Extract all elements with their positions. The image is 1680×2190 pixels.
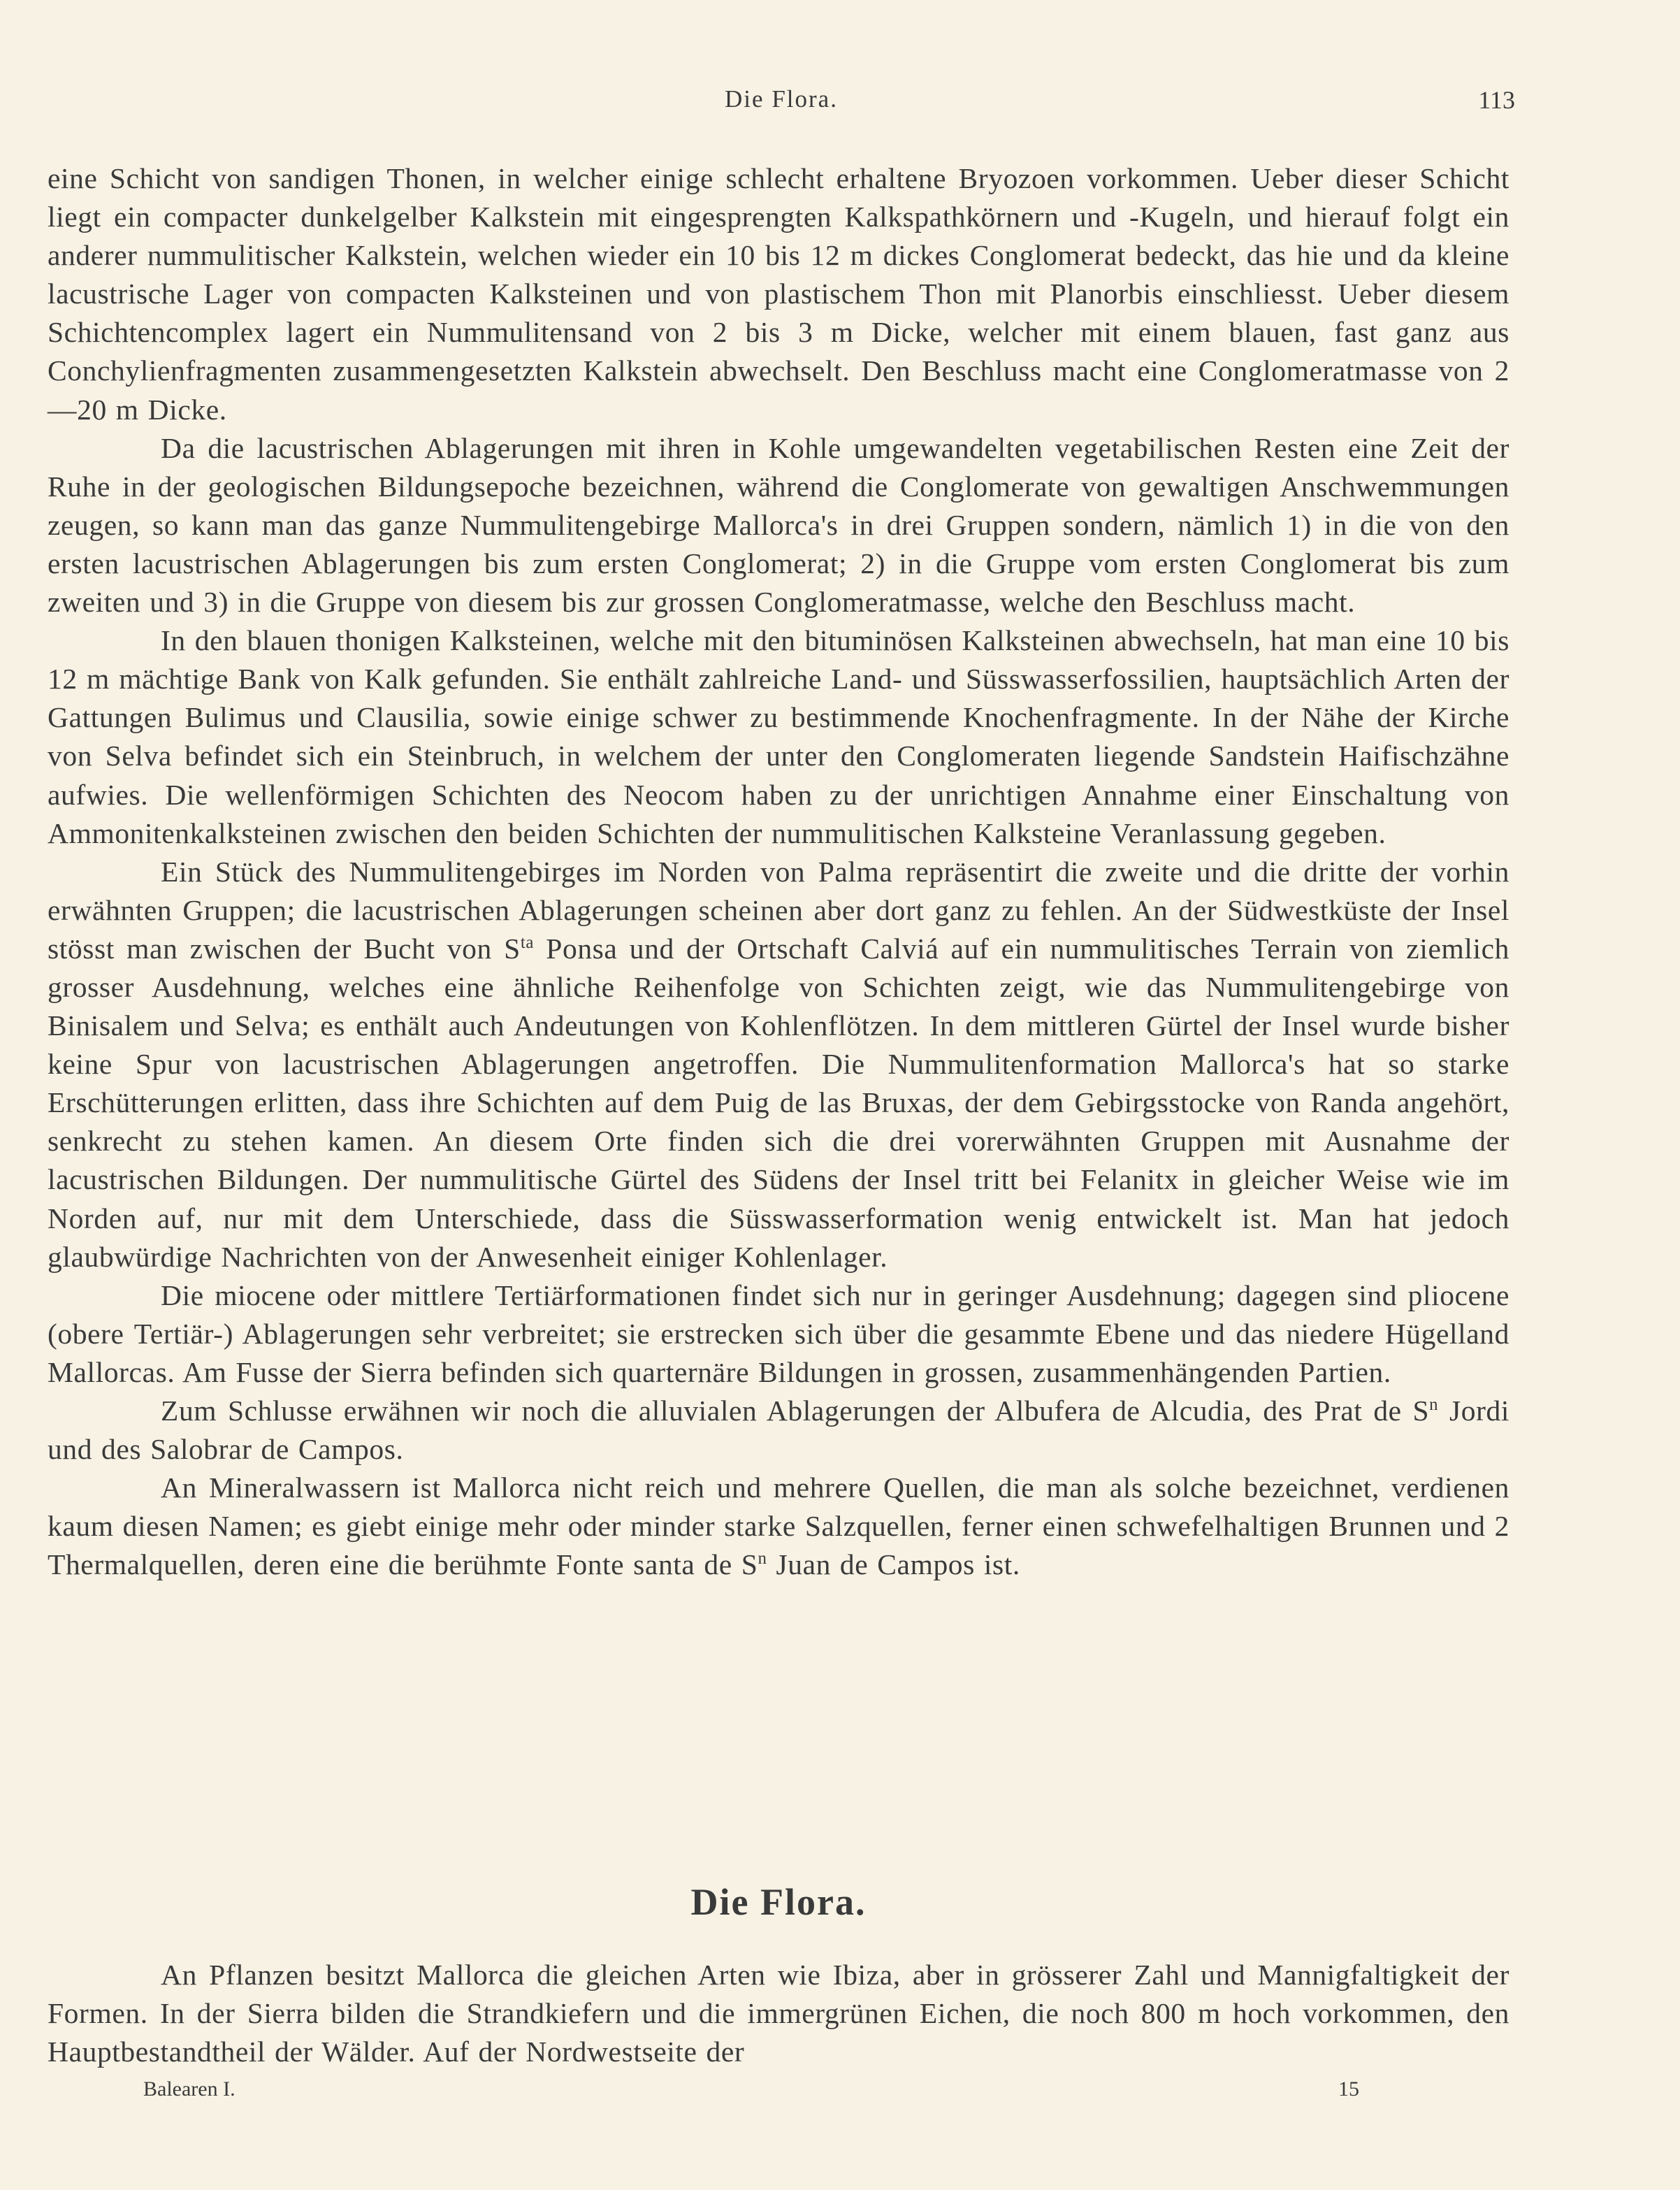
paragraph-6-text-b: Jordi und des Salobrar de Campos. — [48, 1395, 1509, 1466]
paragraph-3: In den blauen thonigen Kalksteinen, welche mit den bituminösen Kalksteinen abwechseln, hat man eine 10 bis 12 m mächtige Bank von Kalk gefunden. Sie enthält zahlreiche Land- und Süsswasserfossilien, hauptsächlich Arten der Gattungen Bulimus und Clausilia, sowie einige schwer zu bestimmende Knochenfragmente. In der Nähe der Kirche von Selva befindet sich ein Steinbruch, in welchem der unter den Conglomeraten liegende Sandstein Haifischzähne aufwies. Die wellenförmigen Schichten des Neocom haben zu der unrichtigen Annahme einer Einschaltung von Ammonitenkalksteinen zwischen den beiden Schichten der nummulitischen Kalksteine Veranlassung gegeben. — [48, 624, 1509, 849]
section-body — [48, 1956, 1509, 2071]
paragraph-1: eine Schicht von sandigen Thonen, in welcher einige schlecht erhaltene Bryozoen vorkommen. Ueber dieser Schicht liegt ein compacter dunkelgelber Kalkstein mit eingesprengten Kalkspathkörnern und -Kugeln, und hierauf folgt ein anderer nummulitischer Kalkstein, welchen wieder ein 10 bis 12 m dickes Conglomerat bedeckt, das hie und da kleine lacustrische Lager von compacten Kalksteinen und von plastischem Thon mit Planorbis einschliesst. Ueber diesem Schichtencomplex lagert ein Nummulitensand von 2 bis 3 m Dicke, welcher mit einem blauen, fast ganz aus Conchylienfragmenten zusammengesetzten Kalkstein abwechselt. Den Beschluss macht eine Conglomeratmasse von 2—20 m Dicke. — [48, 162, 1509, 426]
section-paragraph: An Pflanzen besitzt Mallorca die gleichen Arten wie Ibiza, aber in grösserer Zahl und Mannigfaltigkeit der Formen. In der Sierra bilden die Strandkiefern und die immergrünen Eichen, die noch 800 m hoch vorkommen, den Hauptbestandtheil der Wälder. Auf der Nordwestseite der — [48, 1959, 1509, 2068]
paragraph-6 — [48, 1392, 1509, 1469]
page-number: 113 — [1478, 86, 1515, 114]
paragraph-2: Da die lacustrischen Ablagerungen mit ihren in Kohle umgewandelten vegetabilischen Resten eine Zeit der Ruhe in der geologischen Bildungsepoche bezeichnen, während die Conglomerate von gewaltigen Anschwemmungen zeugen, so kann man das ganze Nummulitengebirge Mallorca's in drei Gruppen sondern, nämlich 1) in die von den ersten lacustrischen Ablagerungen bis zum ersten Conglomerat; 2) in die Gruppe vom ersten Conglomerat bis zum zweiten und 3) in die Gruppe von diesem bis zur grossen Conglomeratmasse, welche den Beschluss macht. — [48, 431, 1509, 619]
paragraph-6-text-a: Zum Schlusse erwähnen wir noch die alluvialen Ablagerungen der Albufera de Alcudia, des Prat de S — [161, 1395, 1430, 1427]
footer-sheet-number: 15 — [1338, 2077, 1359, 2101]
section-heading: Die Flora. — [690, 1881, 867, 1923]
paragraph-7-text-a: An Mineralwassern ist Mallorca nicht reich und mehrere Quellen, die man als solche bezeichnet, verdienen kaum diesen Namen; es giebt einige mehr oder minder starke Salzquellen, ferner einen schwefelhaltigen Brunnen und 2 Thermalquellen, deren eine die berühmte Fonte santa de S — [48, 1471, 1509, 1581]
running-title: Die Flora. — [725, 85, 838, 113]
paragraph-7-superscript: n — [758, 1549, 767, 1569]
paragraph-4 — [48, 853, 1509, 1276]
page-header — [48, 85, 1515, 120]
footer-signature: Balearen I. — [143, 2077, 236, 2101]
paragraph-7-text-b: Juan de Campos ist. — [767, 1548, 1020, 1581]
paragraph-6-superscript: n — [1429, 1395, 1439, 1415]
paragraph-4-text-a: Ein Stück des Nummulitengebirges im Norden von Palma repräsentirt die zweite und die dritte der vorhin erwähnten Gruppen; die lacustrischen Ablagerungen scheinen aber dort ganz zu fehlen. An der Südwestküste der Insel stösst man zwischen der Bucht von S — [48, 855, 1509, 965]
page-footer — [143, 2077, 1359, 2105]
paragraph-4-text-b: Ponsa und der Ortschaft Calviá auf ein nummulitisches Terrain von ziemlich grosser Ausdehnung, welches eine ähnliche Reihenfolge von Schichten zeigt, wie das Nummulitengebirge von Binisalem und Selva; es enthält auch Andeutungen von Kohlenflötzen. In dem mittleren Gürtel der Insel wurde bisher keine Spur von lacustrischen Ablagerungen angetroffen. Die Nummulitenformation Mallorca's hat so starke Erschütterungen erlitten, dass ihre Schichten auf dem Puig de las Bruxas, der dem Gebirgsstocke von Randa angehört, senkrecht zu stehen kamen. An diesem Orte finden sich die drei vorerwähnten Gruppen mit Ausnahme der lacustrischen Bildungen. Der nummulitische Gürtel des Südens der Insel tritt bei Felanitx in gleicher Weise wie im Norden auf, nur mit dem Unterschiede, dass die Süsswasserformation wenig entwickelt ist. Man hat jedoch glaubwürdige Nachrichten von der Anwesenheit einiger Kohlenlager. — [48, 932, 1509, 1273]
paragraph-7 — [48, 1469, 1509, 1584]
main-text — [48, 159, 1509, 1584]
paragraph-5: Die miocene oder mittlere Tertiärformationen findet sich nur in geringer Ausdehnung; dagegen sind pliocene (obere Tertiär-) Ablagerungen sehr verbreitet; sie erstrecken sich über die gesammte Ebene und das niedere Hügelland Mallorcas. Am Fusse der Sierra befinden sich quarternäre Bildungen in grossen, zusammenhängenden Partien. — [48, 1278, 1509, 1388]
paragraph-4-superscript: ta — [520, 933, 534, 953]
